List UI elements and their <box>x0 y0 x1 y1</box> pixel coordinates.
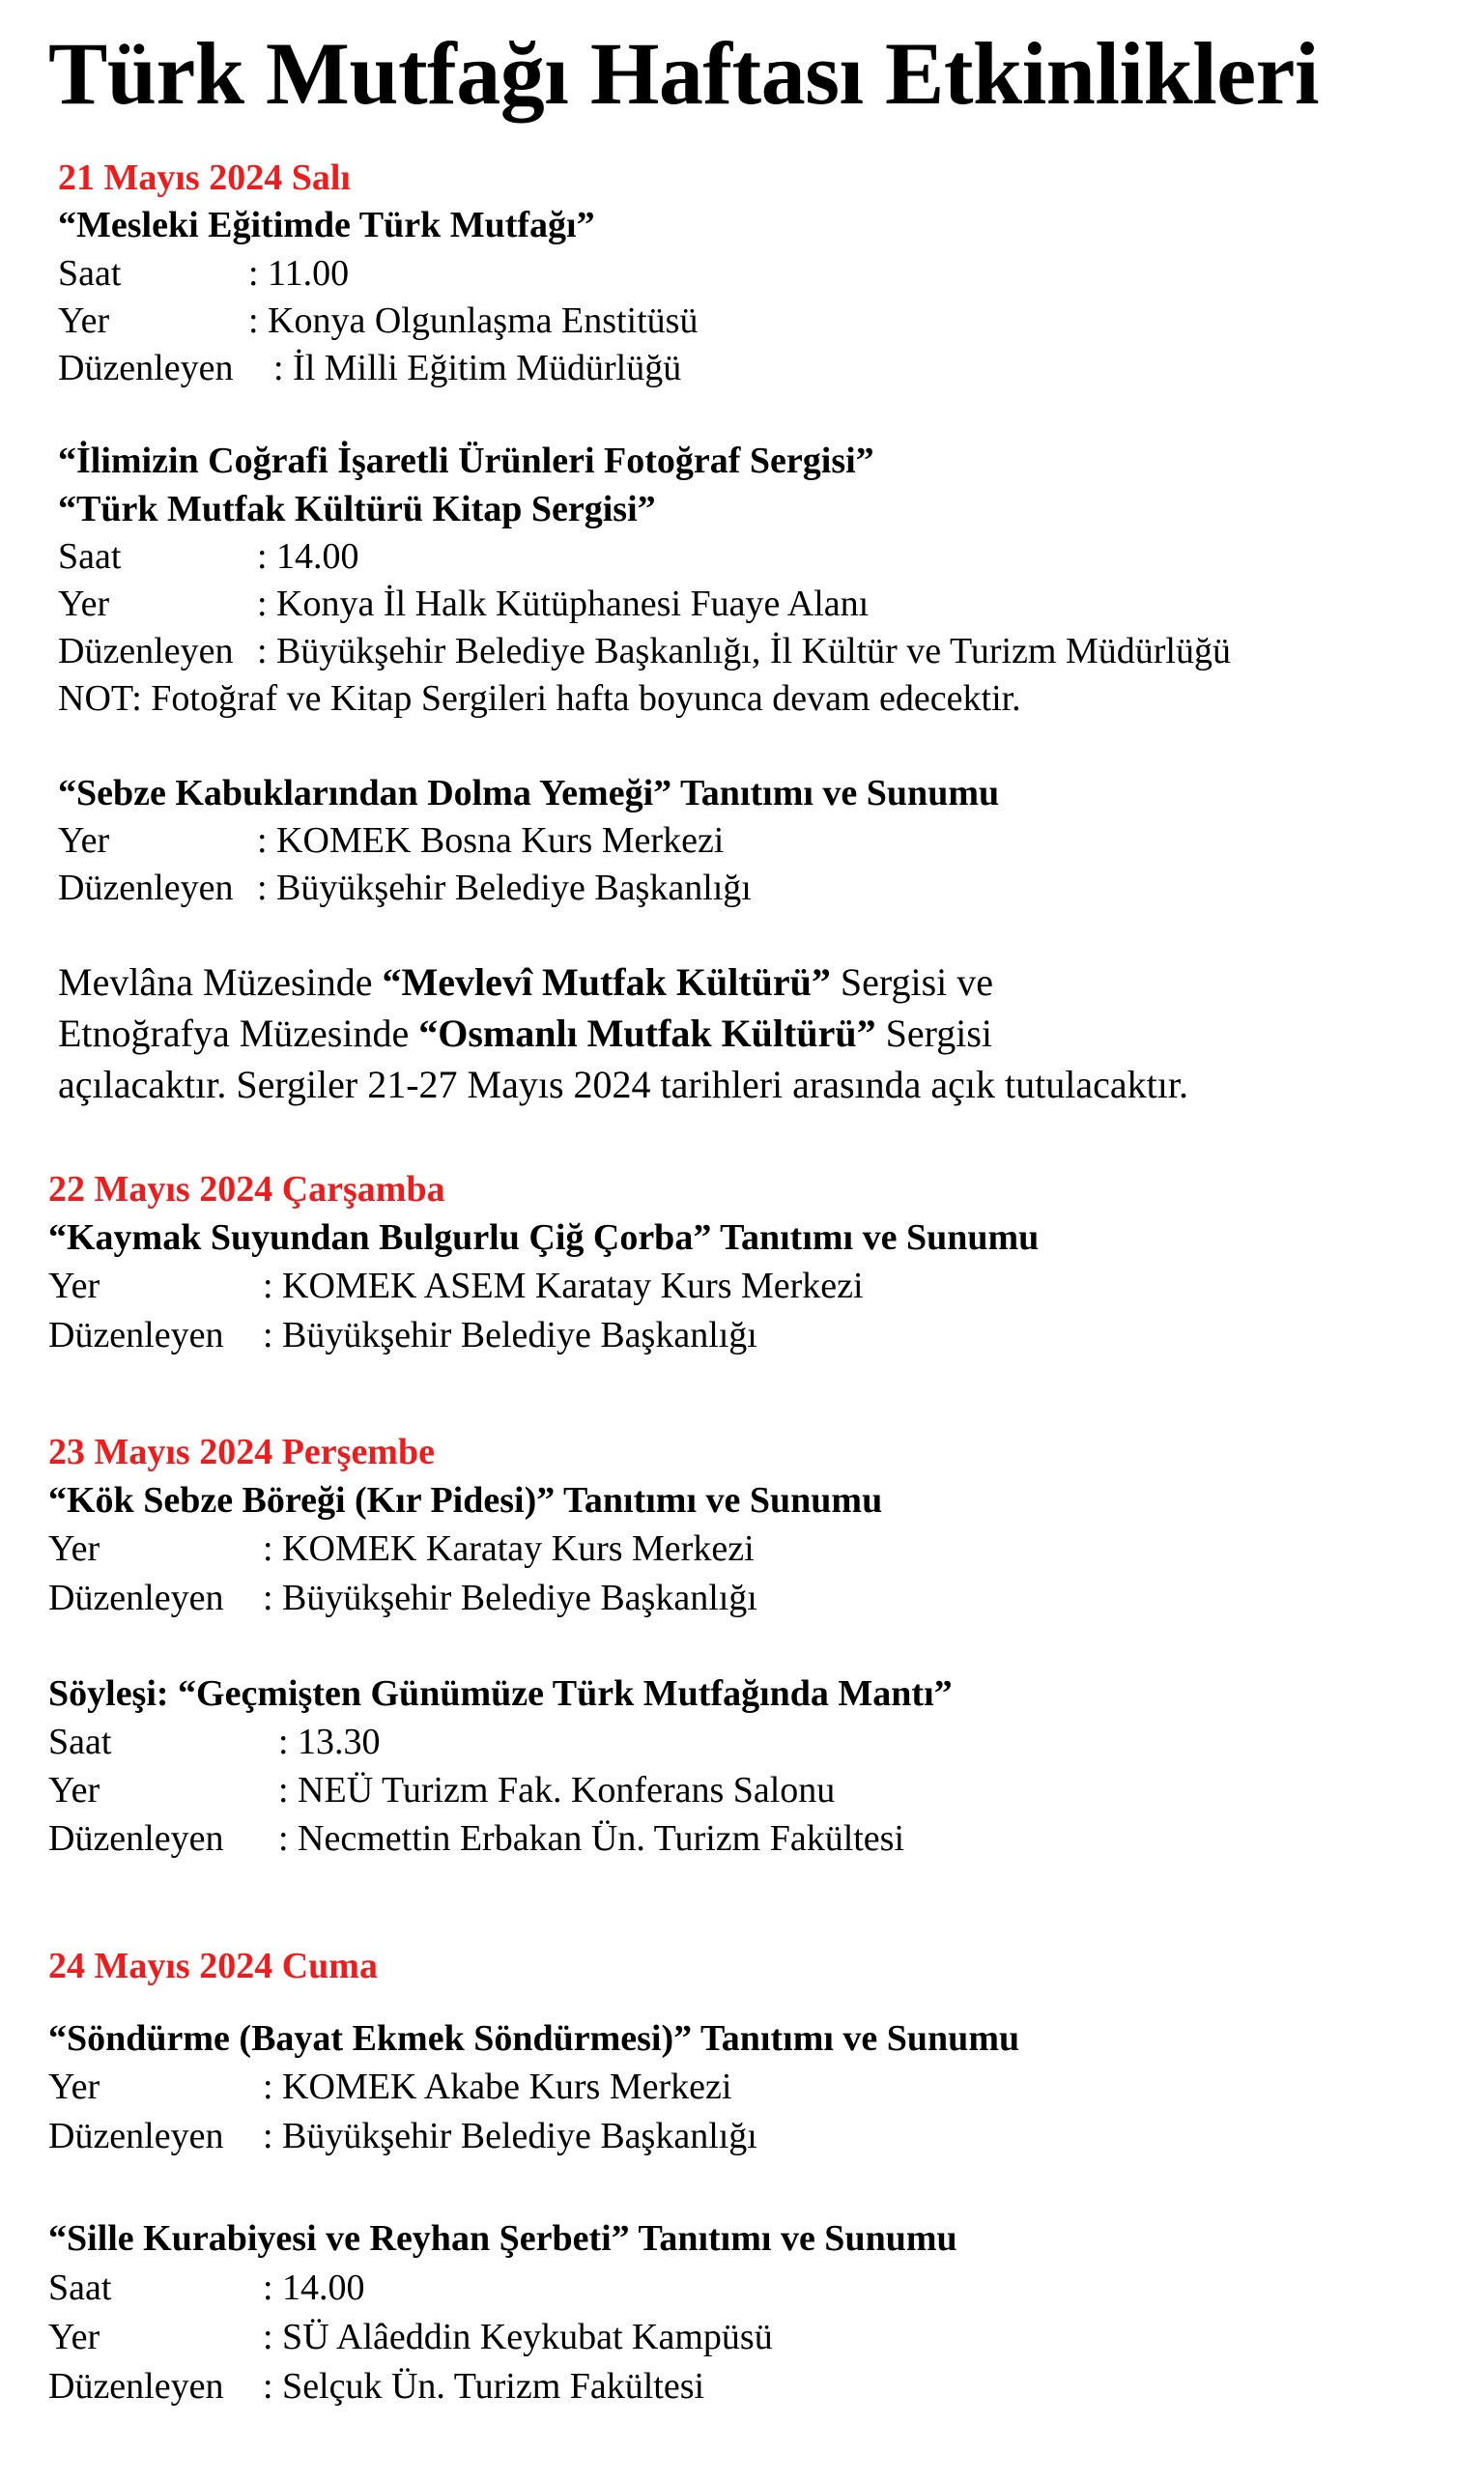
detail-label: Düzenleyen <box>48 2366 224 2407</box>
detail-label: Yer <box>48 2317 100 2357</box>
detail-label: Yer <box>48 1528 100 1569</box>
detail-value: : İl Milli Eğitim Müdürlüğü <box>273 348 682 388</box>
event-title <box>58 775 999 812</box>
paragraph-text: Mevlâna Müzesinde <box>58 960 383 1004</box>
detail-label: Düzenleyen <box>48 1578 224 1618</box>
detail-label: Yer <box>58 300 110 341</box>
paragraph-text: Etnoğrafya Müzesinde <box>58 1012 419 1055</box>
detail-value: : KOMEK ASEM Karatay Kurs Merkezi <box>263 1266 864 1306</box>
page-title: Türk Mutfağı Haftası Etkinlikleri <box>48 24 1320 123</box>
detail-value: : Selçuk Ün. Turizm Fakültesi <box>263 2366 705 2407</box>
event-title: “Söndürme (Bayat Ekmek Söndürmesi)” Tanıtımı ve Sunumu <box>48 2018 1020 2059</box>
detail-value: : Büyükşehir Belediye Başkanlığı, İl Kültür ve Turizm Müdürlüğü <box>257 631 1231 671</box>
detail-label: Yer <box>48 2067 100 2107</box>
event-title: “Kaymak Suyundan Bulgurlu Çiğ Çorba” Tanıtımı ve Sunumu <box>48 1217 1040 1258</box>
detail-label: Yer <box>58 820 110 861</box>
detail-value: : Konya Olgunlaşma Enstitüsü <box>248 300 699 341</box>
event-title: “Kök Sebze Böreği (Kır Pidesi)” Tanıtımı ve Sunumu <box>48 1480 883 1521</box>
detail-label: Saat <box>48 2267 112 2308</box>
detail-value: : 13.30 <box>278 1722 381 1762</box>
day-date: 24 Mayıs 2024 Cuma <box>48 1946 378 1986</box>
detail-label: Yer <box>48 1770 100 1811</box>
detail-value: : Büyükşehir Belediye Başkanlığı <box>263 1315 757 1355</box>
detail-label: Saat <box>48 1722 112 1762</box>
detail-value: : Konya İl Halk Kütüphanesi Fuaye Alanı <box>257 584 870 624</box>
detail-value: : KOMEK Akabe Kurs Merkezi <box>263 2067 732 2107</box>
detail-label: Düzenleyen <box>58 348 234 388</box>
detail-value: : Büyükşehir Belediye Başkanlığı <box>263 2116 757 2156</box>
paragraph-text: Sergisi ve <box>830 960 994 1004</box>
detail-value: : 11.00 <box>248 253 350 294</box>
day-date: 23 Mayıs 2024 Perşembe <box>48 1432 435 1472</box>
exhibition-paragraph-line <box>58 960 994 1004</box>
paragraph-text: Sergisi <box>875 1012 992 1055</box>
detail-value: : NEÜ Turizm Fak. Konferans Salonu <box>278 1770 836 1811</box>
event-note: NOT: Fotoğraf ve Kitap Sergileri hafta boyunca devam edecektir. <box>58 678 1021 719</box>
event-title: “İlimizin Coğrafi İşaretli Ürünleri Fotoğraf Sergisi” <box>58 441 874 481</box>
detail-value: : 14.00 <box>257 536 359 577</box>
day-date: 22 Mayıs 2024 Çarşamba <box>48 1169 445 1210</box>
detail-value: : Necmettin Erbakan Ün. Turizm Fakültesi <box>278 1818 905 1859</box>
event-title: Söyleşi: “Geçmişten Günümüze Türk Mutfağında Mantı” <box>48 1673 953 1714</box>
detail-label: Düzenleyen <box>58 868 234 908</box>
detail-value: : KOMEK Karatay Kurs Merkezi <box>263 1528 755 1569</box>
detail-value: : SÜ Alâeddin Keykubat Kampüsü <box>263 2317 773 2357</box>
event-title-bold: “Sebze Kabuklarından Dolma Yemeği” <box>58 773 672 813</box>
exhibition-paragraph-line <box>58 1014 992 1053</box>
detail-value: : Büyükşehir Belediye Başkanlığı <box>257 868 752 908</box>
event-title: “Mesleki Eğitimde Türk Mutfağı” <box>58 205 595 245</box>
event-title: “Türk Mutfak Kültürü Kitap Sergisi” <box>58 489 656 529</box>
detail-label: Düzenleyen <box>48 1315 224 1355</box>
detail-label: Yer <box>58 584 110 624</box>
exhibition-paragraph-line: açılacaktır. Sergiler 21-27 Mayıs 2024 tarihleri arasında açık tutulacaktır. <box>58 1063 1188 1106</box>
detail-label: Yer <box>48 1266 100 1306</box>
detail-label: Düzenleyen <box>48 1818 224 1859</box>
detail-label: Saat <box>58 536 122 577</box>
detail-value: : KOMEK Bosna Kurs Merkezi <box>257 820 725 861</box>
event-title-rest: Tanıtımı ve Sunumu <box>671 773 1000 813</box>
event-title: “Sille Kurabiyesi ve Reyhan Şerbeti” Tanıtımı ve Sunumu <box>48 2218 957 2259</box>
detail-label: Düzenleyen <box>58 631 234 671</box>
detail-value: : 14.00 <box>263 2267 365 2308</box>
paragraph-emphasis: “Mevlevî Mutfak Kültürü” <box>382 960 831 1004</box>
detail-value: : Büyükşehir Belediye Başkanlığı <box>263 1578 757 1618</box>
detail-label: Saat <box>58 253 122 294</box>
detail-label: Düzenleyen <box>48 2116 224 2156</box>
paragraph-emphasis: “Osmanlı Mutfak Kültürü” <box>418 1012 876 1055</box>
day-date: 21 Mayıs 2024 Salı <box>58 157 351 198</box>
